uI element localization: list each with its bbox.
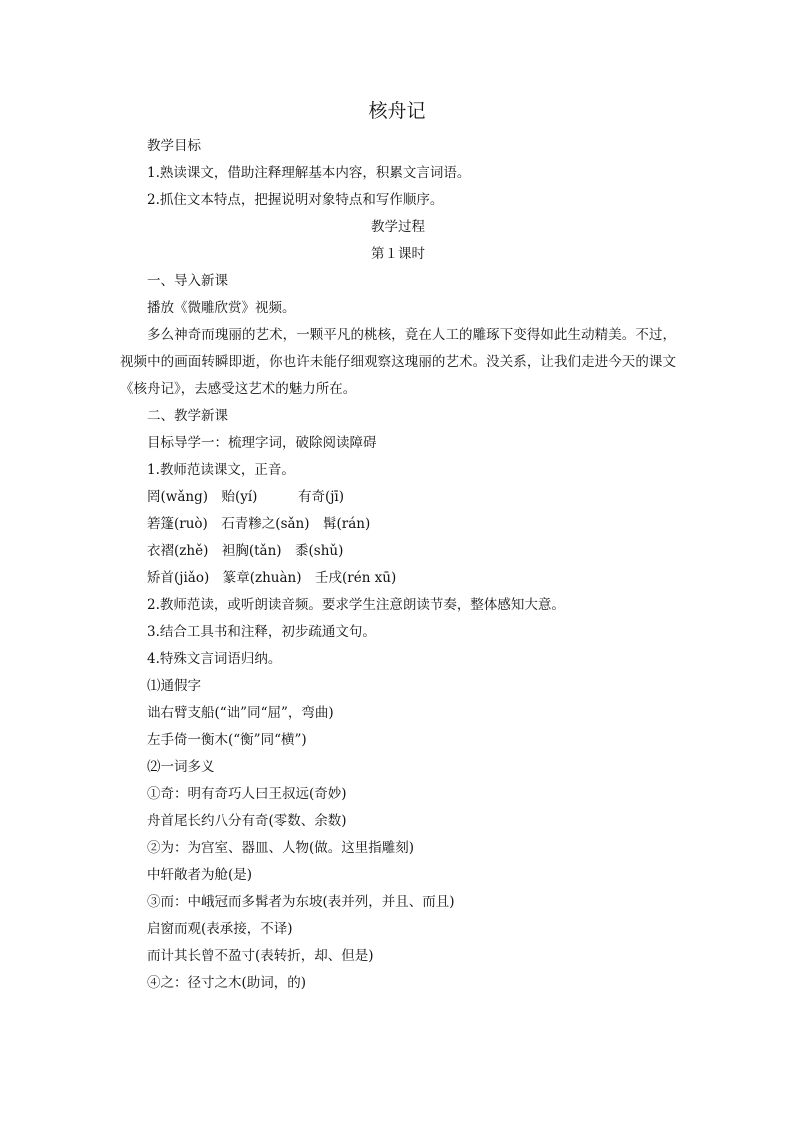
- text-line: 左手倚一衡木(“衡”同“横”): [147, 732, 307, 748]
- pronunciation-line: 衣褶(zhě) 袒胸(tǎn) 黍(shǔ): [147, 543, 344, 559]
- text-line: 2.教师范读，或听朗读音频。要求学生注意朗读节奏，整体感知大意。: [147, 597, 565, 613]
- text-line: 启窗而观(表承接，不译): [147, 921, 293, 937]
- text-line: 中轩敞者为舱(是): [147, 867, 253, 883]
- text-line: 3.结合工具书和注释，初步疏通文句。: [147, 624, 376, 640]
- subheading: ⑴通假字: [147, 678, 201, 694]
- text-line: ③而：中峨冠而多髯者为东坡(表并列，并且、而且): [147, 894, 455, 910]
- text-line: 舟首尾长约八分有奇(零数、余数): [147, 813, 347, 829]
- text-line: ④之：径寸之木(助词，的): [147, 975, 307, 991]
- text-line: ②为：为宫室、器皿、人物(做。这里指雕刻): [147, 840, 415, 856]
- lesson-period-heading: 第１课时: [371, 246, 425, 262]
- subheading: ⑵一词多义: [147, 759, 215, 775]
- intro-paragraph: 多么神奇而瑰丽的艺术，一颗平凡的桃核，竟在人工的雕琢下变得如此生动精美。不过，视频中的画面转瞬即逝，你也许未能仔细观察这瑰丽的艺术。没关系，让我们走进今天的课文《核舟记》，去感受这艺术的魅力所在。: [120, 327, 676, 397]
- text-line: 4.特殊文言词语归纳。: [147, 651, 282, 667]
- pronunciation-line: 箬篷(ruò) 石青糁之(sǎn) 髯(rán): [147, 516, 371, 532]
- text-line: 而计其长曾不盈寸(表转折，却、但是): [147, 948, 374, 964]
- text-line: 1.教师范读课文，正音。: [147, 462, 295, 478]
- section-heading-process: 教学过程: [371, 219, 425, 235]
- section-heading-objectives: 教学目标: [147, 138, 201, 154]
- pronunciation-line: 罔(wǎng) 贻(yí) 有奇(jī): [147, 489, 344, 505]
- section-heading-new-lesson: 二、教学新课: [147, 408, 228, 424]
- pronunciation-line: 矫首(jiǎo) 篆章(zhuàn) 壬戌(rén xū): [147, 570, 397, 586]
- text-line: 诎右臂支船(“诎”同“屈”，弯曲): [147, 705, 334, 721]
- objective-item: 2.抓住文本特点，把握说明对象特点和写作顺序。: [147, 192, 444, 208]
- document-body: [120, 133, 676, 997]
- objective-item: 1.熟读课文，借助注释理解基本内容，积累文言词语。: [147, 165, 471, 181]
- text-line: ①奇：明有奇巧人曰王叔远(奇妙): [147, 786, 347, 802]
- document-title: 核舟记: [368, 100, 426, 122]
- section-heading-intro: 一、导入新课: [147, 273, 228, 289]
- text-line: 播放《微雕欣赏》视频。: [147, 300, 296, 316]
- goal-heading: 目标导学一：梳理字词，破除阅读障碍: [147, 435, 377, 451]
